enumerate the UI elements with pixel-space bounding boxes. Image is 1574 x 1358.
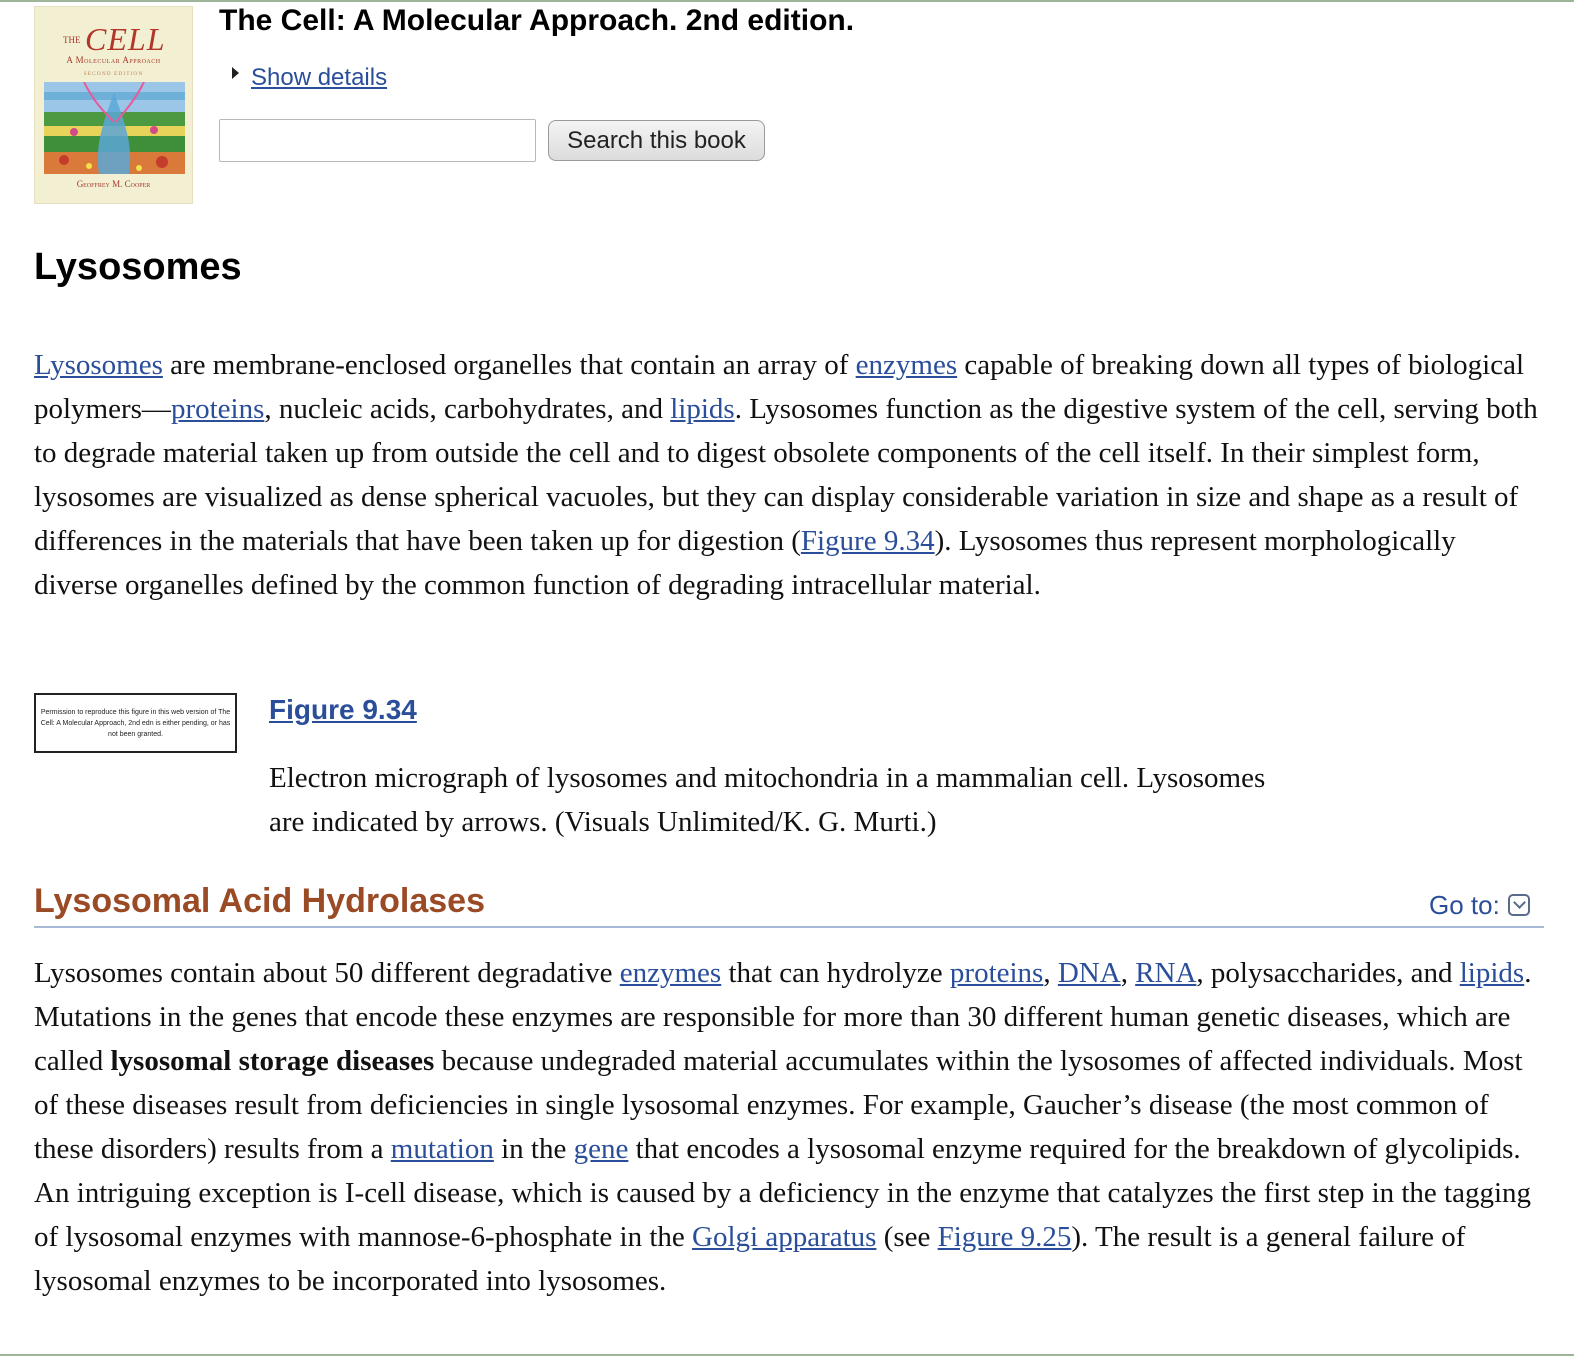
section-heading: Lysosomal Acid Hydrolases bbox=[34, 882, 485, 920]
disclosure-triangle-icon bbox=[232, 67, 239, 79]
para2-text-7: because undegraded material accumulates within the lysosomes of affected individuals. Most of these diseases result from deficiencies in single lysosomal enzymes. For example, Gaucher’s disease (the most common of these disorders) results from a bbox=[34, 1045, 1523, 1165]
para1-text-5: ). Lysosomes thus represent morphologically diverse organelles defined by the common function of degrading intracellular material. bbox=[34, 525, 1456, 601]
link-golgi-apparatus[interactable]: Golgi apparatus bbox=[692, 1221, 877, 1253]
section-divider bbox=[34, 926, 1544, 928]
figure-permission-note: Permission to reproduce this figure in this web version of The Cell: A Molecular Approach, 2nd edn is either pending, or has not been granted. bbox=[40, 708, 231, 738]
link-dna[interactable]: DNA bbox=[1057, 957, 1121, 989]
figure-thumbnail[interactable] bbox=[34, 693, 237, 753]
hydrolases-paragraph bbox=[34, 951, 1546, 1303]
para1-text-1: are membrane-enclosed organelles that contain an array of bbox=[162, 349, 856, 381]
search-book-button[interactable]: Search this book bbox=[548, 120, 765, 161]
para2-text-11: ). The result is a general failure of lysosomal enzymes to be incorporated into lysosomes. bbox=[34, 1221, 1466, 1297]
chevron-down-icon[interactable] bbox=[1508, 894, 1530, 916]
cover-author-text: Geoffrey M. Cooper bbox=[76, 179, 151, 189]
figure-title-link[interactable]: Figure 9.34 bbox=[269, 694, 417, 725]
link-figure-9-34[interactable]: Figure 9.34 bbox=[800, 525, 935, 557]
search-book-input[interactable] bbox=[219, 119, 536, 162]
link-lipids-2[interactable]: lipids bbox=[1459, 957, 1525, 989]
link-gene[interactable]: gene bbox=[573, 1133, 629, 1165]
goto-menu[interactable] bbox=[1429, 887, 1530, 923]
top-border bbox=[0, 0, 1574, 2]
para2-text-8: in the bbox=[493, 1133, 574, 1165]
link-enzymes[interactable]: enzymes bbox=[855, 349, 958, 381]
cover-title-text: CELL bbox=[85, 21, 166, 57]
link-proteins-2[interactable]: proteins bbox=[949, 957, 1044, 989]
figure-caption: Electron micrograph of lysosomes and mitochondria in a mammalian cell. Lysosomes are indicated by arrows. (Visuals Unlimited/K. G. Murti.) bbox=[269, 762, 1266, 838]
link-lysosomes[interactable]: Lysosomes bbox=[34, 349, 163, 381]
cover-the-text: THE bbox=[63, 35, 81, 45]
para2-text-2: that can hydrolyze bbox=[721, 957, 950, 989]
para2-text-10: (see bbox=[876, 1221, 938, 1253]
link-lipids[interactable]: lipids bbox=[670, 393, 735, 425]
link-mutation[interactable]: mutation bbox=[390, 1133, 494, 1165]
para2-text-4: , bbox=[1120, 957, 1136, 989]
cover-artwork bbox=[44, 82, 185, 174]
cover-subtitle-text: A Molecular Approach bbox=[66, 55, 161, 65]
goto-label: Go to: bbox=[1429, 889, 1500, 920]
para1-text-4: . Lysosomes function as the digestive system of the cell, serving both to degrade material taken up from outside the cell and to digest obsolete components of the cell itself. In their simplest form, lysosomes are visualized as dense spherical vacuoles, but they can display considerable variation in size and shape as a result of differences in the materials that have been taken up for digestion ( bbox=[34, 393, 1538, 557]
link-proteins[interactable]: proteins bbox=[170, 393, 265, 425]
link-figure-9-25[interactable]: Figure 9.25 bbox=[937, 1221, 1072, 1253]
page-title: Lysosomes bbox=[34, 246, 242, 288]
term-lysosomal-storage-diseases: lysosomal storage diseases bbox=[110, 1045, 435, 1077]
para2-text-6: . Mutations in the genes that encode these enzymes are responsible for more than 30 different human genetic diseases, which are called bbox=[34, 957, 1532, 1077]
bottom-border bbox=[0, 1354, 1574, 1356]
cover-edition-text: SECOND EDITION bbox=[83, 71, 144, 77]
para1-text-2: capable of breaking down all types of biological polymers— bbox=[34, 349, 1525, 425]
link-enzymes-2[interactable]: enzymes bbox=[619, 957, 722, 989]
show-details-link[interactable]: Show details bbox=[251, 64, 388, 91]
para2-text-9: that encodes a lysosomal enzyme required for the breakdown of glycolipids. An intriguing exception is I-cell disease, which is caused by a deficiency in the enzyme that catalyzes the first step in the tagging of lysosomal enzymes with mannose-6-phosphate in the bbox=[34, 1133, 1532, 1253]
para2-text-3: , bbox=[1043, 957, 1058, 989]
link-rna[interactable]: RNA bbox=[1135, 957, 1197, 989]
show-details-toggle[interactable] bbox=[232, 64, 387, 92]
book-cover-image[interactable] bbox=[34, 6, 193, 204]
para1-text-3: , nucleic acids, carbohydrates, and bbox=[264, 393, 671, 425]
para2-text-5: , polysaccharides, and bbox=[1196, 957, 1460, 989]
intro-paragraph bbox=[34, 343, 1546, 607]
book-title: The Cell: A Molecular Approach. 2nd edition. bbox=[219, 4, 855, 37]
para2-text-1: Lysosomes contain about 50 different degradative bbox=[34, 957, 620, 989]
